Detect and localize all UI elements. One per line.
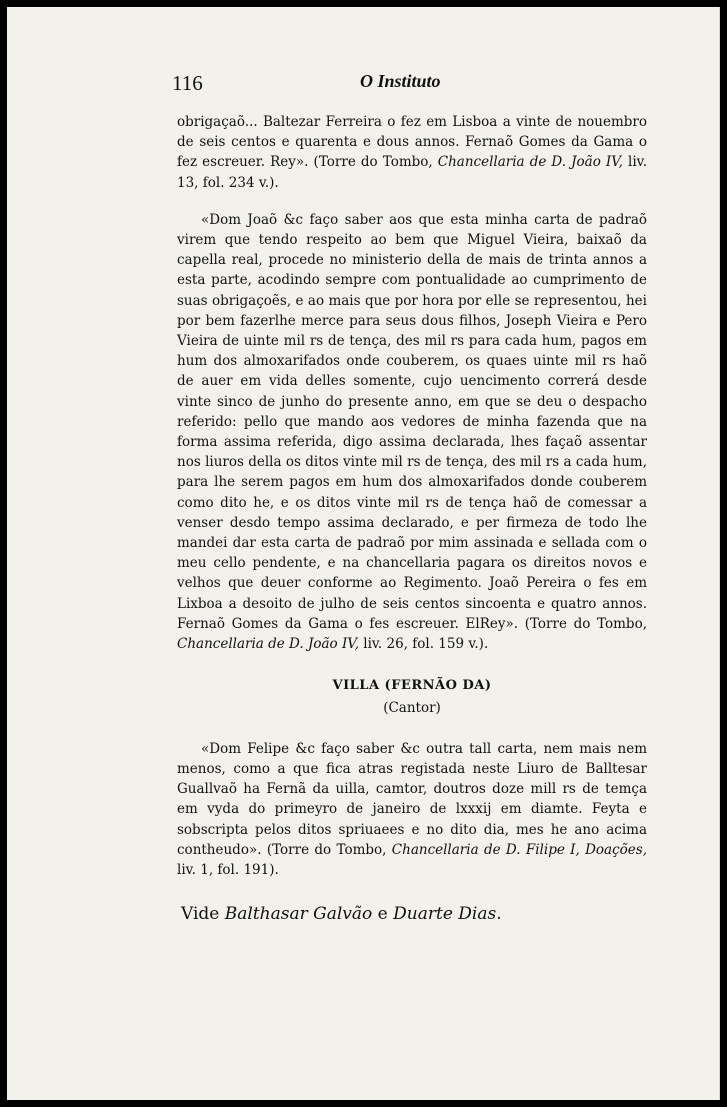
paragraph-1-text: obrigaçaõ... Baltezar Ferreira o fez em Lisboa a vinte de nouembro de seis centos e quarenta e dous annos. Fernaõ Gomes da Gama o fez escreuer. Rey». (Torre do Tombo,: [177, 114, 647, 171]
paragraph-2-citation: Chancellaria de D. João IV,: [177, 636, 359, 653]
section-subheading: (Cantor): [383, 700, 441, 717]
page-body: [177, 112, 647, 924]
vide-name-2: Duarte Dias.: [393, 904, 502, 925]
paragraph-1-citation: Chancellaria de D. João IV,: [437, 154, 623, 171]
vide-name-1: Balthasar Galvão: [224, 904, 373, 925]
running-title: O Instituto: [360, 71, 441, 91]
paragraph-2: [177, 210, 647, 654]
running-header: [172, 71, 640, 99]
paragraph-2-text: «Dom Joaõ &c faço saber aos que esta minha carta de padraõ virem que tendo respeito ao bem que Miguel Vieira, baixaõ da capella real, procede no ministerio della de mais de trinta annos a esta parte, acodindo sempre com pontualidade ao cumprimento de suas obrigaçoẽs, e ao mais que por hora por elle se representou, hei por bem fazerlhe merce para seus dous filhos, Joseph Vieira e Pero Vieira de uinte mil rs de tença, des mil rs para cada hum, pagos em hum dos almoxarifados onde couberem, os quaes uinte mil rs haõ de auer em vida delles somente, cujo uencimento correrá desde vinte sinco de junho do presente anno, em que se deu o despacho referido: pello que mando aos vedores de minha fazenda que na forma assima referida, digo assima declarada, lhes façaõ assentar nos liuros della os ditos vinte mil rs de tença, des mil rs a cada hum, para lhe serem pagos em hum dos almoxarifados donde couberem como dito he, e os ditos vinte mil rs de tença haõ de comessar a venser desdo tempo assima declarado, e per firmeza de todo lhe mandei dar esta carta de padraõ por mim assinada e sellada com o meu cello pendente, e na chancellaria pagara os direitos novos e velhos que deuer conforme ao Regimento. Joaõ Pereira o fes em Lixboa a desoito de julho de seis centos sincoenta e quatro annos. Fernaõ Gomes da Gama o fes escreuer. ElRey». (Torre do Tombo,: [177, 211, 647, 632]
section-heading: VILLA (FERNÃO DA): [332, 678, 492, 694]
paragraph-3-citation: Chancellaria de D. Filipe I, Doações,: [391, 841, 648, 858]
paragraph-2-citation-rest: liv. 26, fol. 159 v.).: [358, 636, 489, 653]
paragraph-1: [177, 112, 647, 193]
vide-reference: [177, 904, 647, 924]
paragraph-3-citation-rest: liv. 1, fol. 191).: [177, 861, 279, 878]
document-page: [7, 7, 720, 1100]
paragraph-3: [177, 739, 647, 880]
vide-conjunction: e: [372, 904, 394, 925]
paragraph-3-text: «Dom Felipe &c faço saber &c outra tall carta, nem mais nem menos, como a que fica atras registada neste Liuro de Balltesar Guallvaõ ha Fernã da uilla, camtor, doutros doze mill rs de temça em vyda do primeyro de janeiro de lxxxij em diamte. Feyta e sobscripta pelos ditos spriuaees e no dito dia, mes he ano acima contheudo». (Torre do Tombo,: [177, 740, 647, 858]
page-number: 116: [172, 71, 203, 95]
paragraph-1-citation-rest: liv. 13, fol. 234 v.).: [177, 154, 647, 191]
vide-prefix: Vide: [181, 904, 225, 925]
